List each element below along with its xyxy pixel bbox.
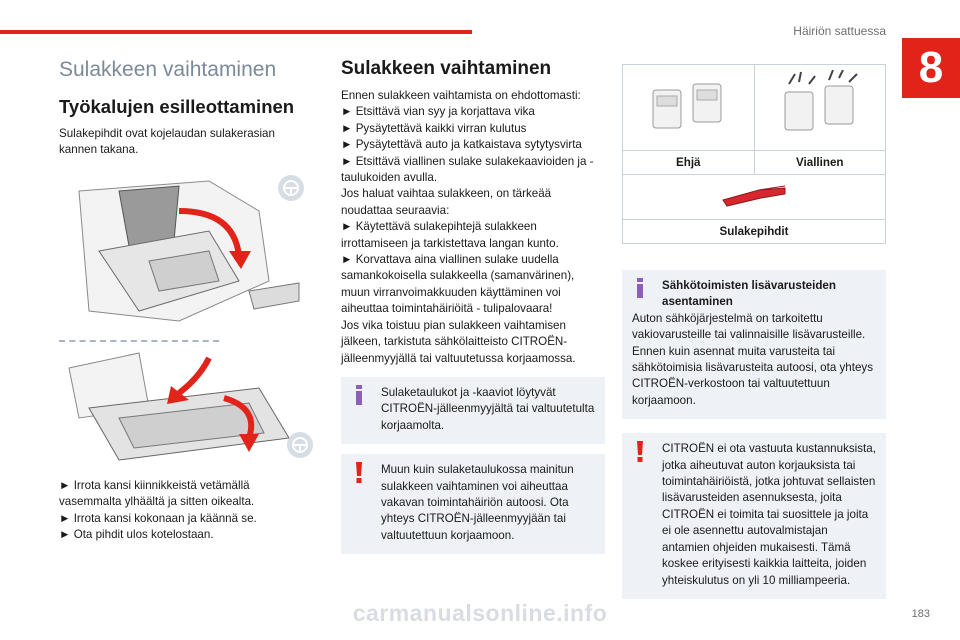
liability-warning-text: CITROËN ei ota vastuuta kustannuksista, jotka aiheutuvat auton korjauksista tai toimintahäiriöistä, jotka johtuvat sellaisten lisävarusteiden asennuksesta, joita CITROËN ei toimita tai suosittele ja joita ei ole asennettu autovalmistajan antamien ohjeiden mukaisesti. Tämä koskee erityisesti kaikkia laitteita, joiden yhteiskulutus on yli 10 milliampeeria. xyxy=(662,442,876,587)
accessories-info-title: Sähkötoimisten lisävarusteiden asentaminen xyxy=(662,279,836,309)
tools-heading: Työkalujen esilleottaminen xyxy=(59,96,295,117)
body-line: Jos haluat vaihtaa sulakkeen, on tärkeää noudattaa seuraavia: xyxy=(341,187,552,217)
accessories-info-box xyxy=(622,270,886,419)
tools-intro: Sulakepihdit ovat kojelaudan sulakerasian kannen takana. xyxy=(59,127,275,157)
tool-step: ► Irrota kansi kiinnikkeistä vetämällä vasemmalta ylhäältä ja sitten oikealta. xyxy=(59,478,255,509)
right-column xyxy=(622,64,886,599)
top-accent-bar xyxy=(0,30,472,34)
watermark: carmanualsonline.info xyxy=(352,600,608,626)
fuse-ok-label: Ehjä xyxy=(623,151,755,175)
fuse-pliers-image xyxy=(623,175,886,220)
illustration-divider xyxy=(59,340,219,342)
chapter-badge: 8 xyxy=(902,38,960,98)
section-header: Häiriön sattuessa xyxy=(793,24,886,38)
fuse-box-illustration xyxy=(59,171,304,468)
fuse-faulty-image xyxy=(754,65,886,151)
illustration-step-2 xyxy=(59,348,304,468)
body-line: ► Käytettävä sulakepihtejä sulakkeen irrottamiseen ja tarkistettava langan kunto. xyxy=(341,220,559,250)
body-line: Jos vika toistuu pian sulakkeen vaihtamisen jälkeen, tarkistuta sähkölaitteisto CITROËN-jälleenmyyjällä tai valtuutetussa korjaamossa. xyxy=(341,318,576,365)
tool-step: ► Ota pihdit ulos kotelostaan. xyxy=(59,528,214,542)
info-box xyxy=(341,377,605,444)
fuse-ok-image xyxy=(623,65,755,151)
tool-steps xyxy=(59,478,304,544)
info-box-text: Sulaketaulukot ja -kaaviot löytyvät CITROËN-jälleenmyyjältä tai valtuutetulta korjaamolta. xyxy=(381,385,595,432)
page-title: Sulakkeen vaihtaminen xyxy=(59,58,277,81)
page-number: 183 xyxy=(911,608,930,620)
body-line: Ennen sulakkeen vaihtamista on ehdottomasti: xyxy=(341,89,581,102)
warning-icon xyxy=(353,462,365,489)
body-line: ► Korvattava aina viallinen sulake uudella samankokoisella sulakkeella (samanvärinen), muun virranvoimakkuuden käyttäminen voi aiheuttaa toimintahäiriöitä - tulipalovaara! xyxy=(341,253,575,316)
accessories-info-text: Auton sähköjärjestelmä on tarkoitettu vakiovarusteille tai valinnaisille lisävarusteille. Ennen kuin asennat muita varusteita tai sähkötoimisia lisävarusteita autoosi, ota yhteys CITROËN-verkostoon tai valtuutettuun korjaamoon. xyxy=(632,311,874,407)
body-line: ► Etsittävä viallinen sulake sulakekaavioiden ja -taulukoiden avulla. xyxy=(341,154,594,185)
warning-box xyxy=(341,454,605,554)
fuse-comparison-table xyxy=(622,64,886,244)
body-line: ► Etsittävä vian syy ja korjattava vika xyxy=(341,105,535,119)
body-line: ► Pysäytettävä kaikki virran kulutus xyxy=(341,121,527,135)
body-line: ► Pysäytettävä auto ja katkaistava sytytysvirta xyxy=(341,138,582,152)
liability-warning-box xyxy=(622,433,886,599)
middle-column xyxy=(341,58,605,554)
fuse-faulty-label: Viallinen xyxy=(754,151,886,175)
info-icon xyxy=(353,385,365,410)
tool-step: ► Irrota kansi kokonaan ja käännä se. xyxy=(59,511,257,525)
steering-wheel-icon xyxy=(278,175,304,201)
steering-wheel-icon xyxy=(287,432,313,458)
warning-icon xyxy=(634,441,646,468)
warning-box-text: Muun kuin sulaketaulukossa mainitun sulakkeen vaihtaminen voi aiheuttaa vakavan toimintahäiriön autoosi. Ota yhteys CITROËN-jälleenmyyjään tai valtuutettuun korjaamoon. xyxy=(381,463,574,542)
left-column xyxy=(59,58,304,543)
fuse-pliers-label: Sulakepihdit xyxy=(623,220,886,244)
info-icon xyxy=(634,278,646,303)
illustration-step-1 xyxy=(59,171,304,336)
fuse-change-heading: Sulakkeen vaihtaminen xyxy=(341,58,552,79)
